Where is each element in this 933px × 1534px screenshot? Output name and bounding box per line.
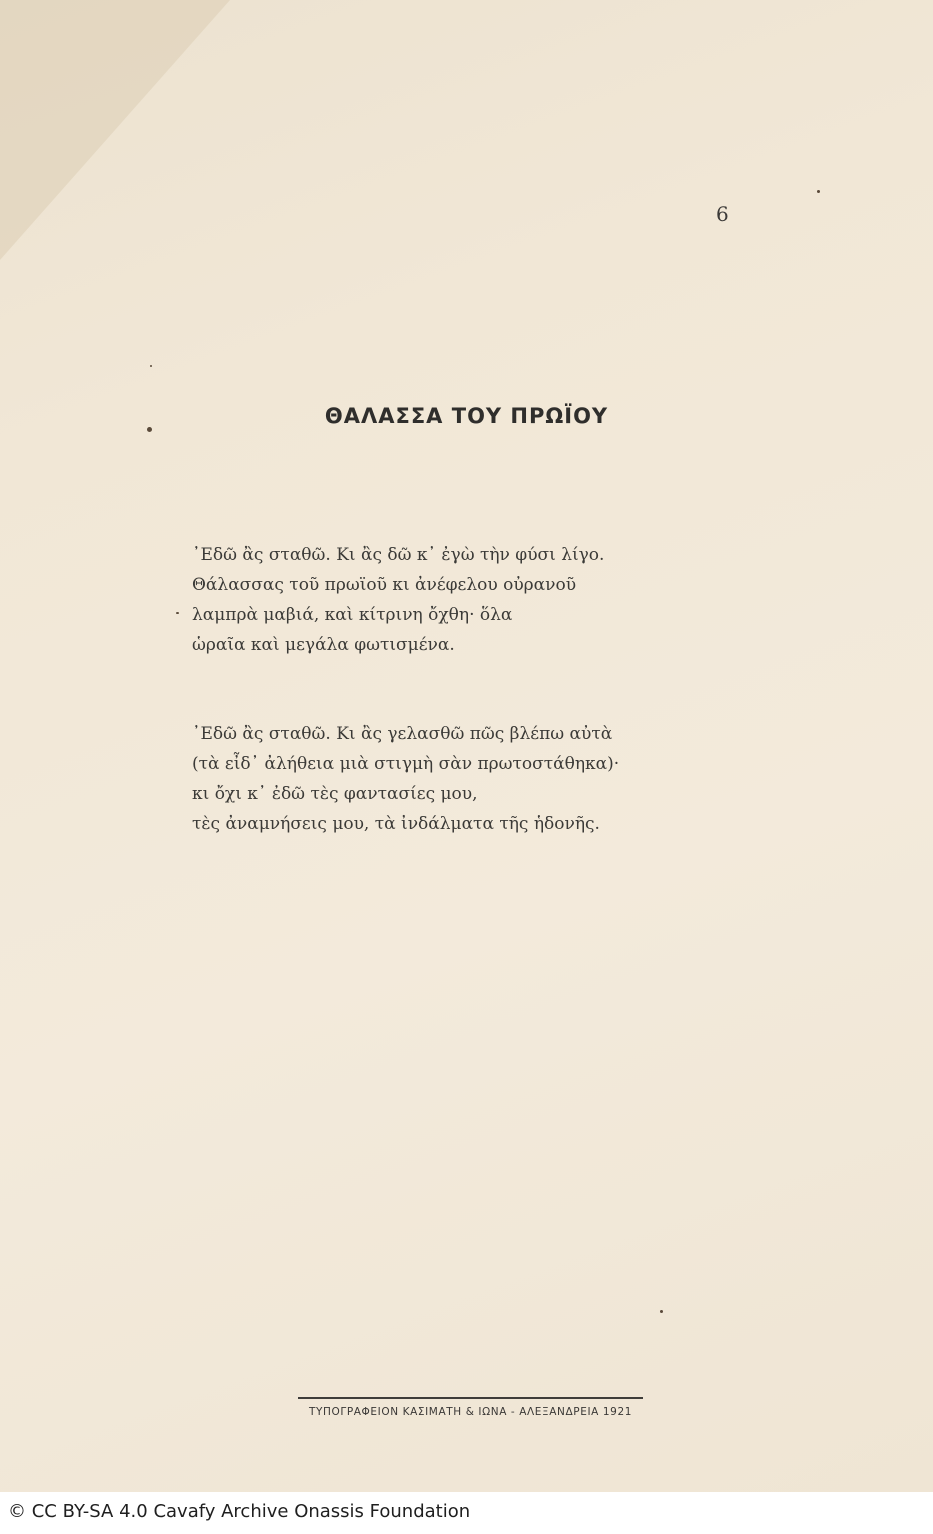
verse-line: (τὰ εἶδ᾿ ἀλήθεια μιὰ στιγμὴ σὰν πρωτοστάθηκα)· — [192, 754, 620, 774]
verse-line: ᾿Εδῶ ἂς σταθῶ. Κι ἂς γελασθῶ πῶς βλέπω αὐτὰ — [192, 724, 613, 744]
paper-speck — [660, 1310, 663, 1313]
page-number: 6 — [716, 202, 729, 226]
verse-line: λαμπρὰ μαβιά, καὶ κίτρινη ὄχθη· ὅλα — [192, 605, 513, 625]
paper-speck — [817, 190, 820, 193]
imprint-rule — [298, 1397, 643, 1399]
paper-speck — [150, 365, 152, 367]
verse-line: τὲς ἀναμνήσεις μου, τὰ ἰνδάλματα τῆς ἡδονῆς. — [192, 814, 600, 834]
paper-speck — [176, 612, 179, 614]
printer-imprint: ΤΥΠΟΓΡΑΦΕΙΟΝ ΚΑΣΙΜΑΤΗ & ΙΩΝΑ - ΑΛΕΞΑΝΔΡΕΙΑ 1921 — [309, 1406, 632, 1418]
page-fold-shadow — [0, 0, 230, 260]
poem-title: ΘΑΛΑΣΣΑ ΤΟΥ ΠΡΩΪΟΥ — [324, 404, 609, 428]
stanza — [192, 540, 604, 660]
stanza — [192, 719, 619, 839]
verse-line: κι ὄχι κ᾿ ἐδῶ τὲς φαντασίες μου, — [192, 784, 478, 804]
license-credit: © CC BY-SA 4.0 Cavafy Archive Onassis Foundation — [8, 1501, 471, 1522]
verse-line: Θάλασσας τοῦ πρωϊοῦ κι ἀνέφελου οὐρανοῦ — [192, 575, 577, 595]
verse-line: ὡραῖα καὶ μεγάλα φωτισμένα. — [192, 635, 455, 655]
verse-line: ᾿Εδῶ ἂς σταθῶ. Κι ἂς δῶ κ᾿ ἐγὼ τὴν φύσι λίγο. — [192, 545, 605, 565]
credit-bar — [0, 1492, 933, 1534]
paper-speck — [147, 427, 152, 432]
